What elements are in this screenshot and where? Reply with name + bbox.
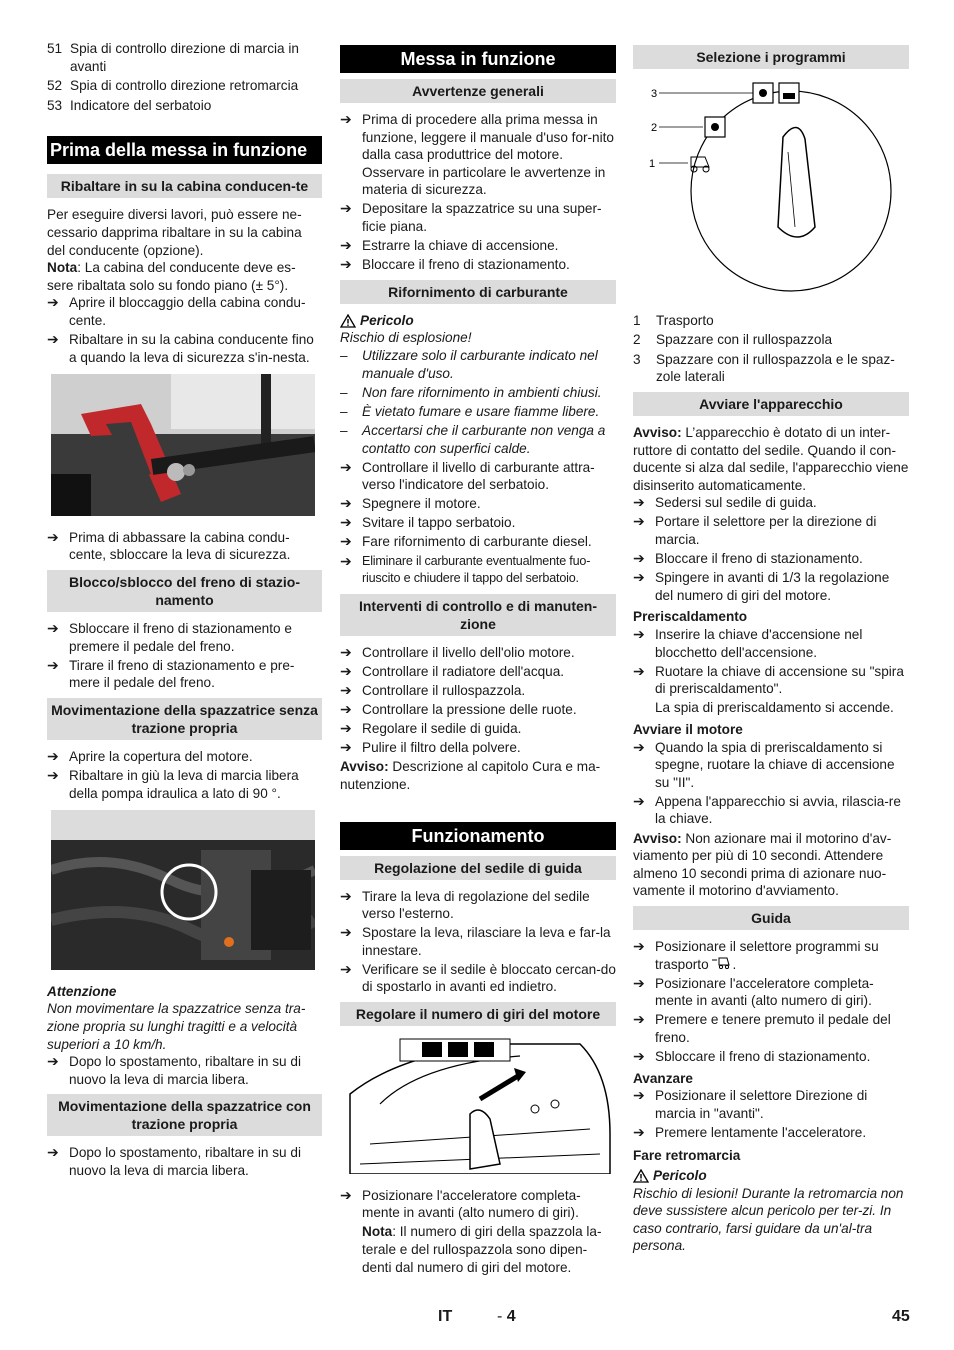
section-title-before-start: Prima della messa in funzione <box>47 136 322 164</box>
callout-label: 1 <box>649 158 656 170</box>
step: ➔ Controllare la pressione delle ruote. <box>340 701 577 718</box>
step: ➔ Quando la spia di preriscaldamento si spegne, ruotare la chiave di accensione su "II". <box>633 738 895 790</box>
step: ➔ Dopo lo spostamento, ribaltare in su di nuovo la leva di marcia libera. <box>47 1053 301 1087</box>
step: ➔ Bloccare il freno di stazionamento. <box>340 256 570 273</box>
step: ➔ Sedersi sul sedile di guida. <box>633 494 817 511</box>
section-title-commissioning: Messa in funzione <box>340 45 616 73</box>
step: ➔ Sbloccare il freno di stazionamento. <box>633 1047 871 1064</box>
arrow-icon: ➔ <box>340 495 352 512</box>
arrow-icon: ➔ <box>633 792 645 809</box>
arrow-icon: ➔ <box>47 528 59 545</box>
step: ➔ Prima di procedere alla prima messa in funzione, leggere il manuale d'uso for-nito dalla casa produttrice del motore. Osservare in particolare le avvertenze in materia di sicurezza. <box>340 111 614 198</box>
step: ➔ Depositare la spazzatrice su una super-ficie piana. <box>340 200 602 235</box>
arrow-icon: ➔ <box>47 331 59 348</box>
list-item: 3 Spazzare con il rullospazzola e le spaz-zole laterali <box>633 351 895 385</box>
step: ➔ Verificare se il sedile è bloccato cercan-do di spostarlo in avanti ed indietro. <box>340 960 616 995</box>
notice: Avviso: Descrizione al capitolo Cura e ma-nutenzione. <box>340 759 601 792</box>
step: ➔ Sbloccare il freno di stazionamento e premere il pedale del freno. <box>47 620 292 654</box>
column-left <box>47 40 322 1181</box>
warning-triangle-icon <box>340 314 356 328</box>
arrow-icon: ➔ <box>340 924 352 941</box>
step: ➔ Inserire la chiave d'accensione nel blocchetto dell'accensione. <box>633 626 863 660</box>
heading-seat: Regolazione del sedile di guida <box>340 856 616 880</box>
caution-label: Attenzione <box>47 983 117 999</box>
step: ➔ Premere e tenere premuto il pedale del freno. <box>633 1011 891 1045</box>
footer-language: IT <box>438 1308 453 1325</box>
legend-list <box>47 40 322 114</box>
step: ➔ Eliminare il carburante eventualmente fuo-riuscito e chiudere il tappo del serbatoio. <box>340 553 616 588</box>
arrow-icon: ➔ <box>633 1011 645 1028</box>
arrow-icon: ➔ <box>633 738 645 755</box>
arrow-icon: ➔ <box>633 662 645 679</box>
diagram-program-selector <box>633 77 909 308</box>
note: Nota: La cabina del conducente deve es-sere ribaltata solo su fondo piano (± 5°). <box>47 260 296 293</box>
heading-move-with-traction: Movimentazione della spazzatrice con trazione propria <box>47 1094 322 1136</box>
arrow-icon: ➔ <box>340 458 352 475</box>
heading-engine-rpm: Regolare il numero di giri del motore <box>340 1002 616 1026</box>
arrow-icon: ➔ <box>340 960 352 977</box>
danger-text: Rischio di esplosione! <box>340 330 472 346</box>
arrow-icon: ➔ <box>47 766 59 783</box>
step: ➔ Fare rifornimento di carburante diesel. <box>340 533 592 550</box>
arrow-icon: ➔ <box>340 1186 352 1203</box>
step: ➔ Aprire il bloccaggio della cabina condu-cente. <box>47 294 306 328</box>
heading-parking-brake: Blocco/sblocco del freno di stazio-namento <box>47 570 322 612</box>
dash-item: – È vietato fumare e usare fiamme libere. <box>340 403 600 419</box>
step: ➔ Appena l'apparecchio si avvia, rilascia-re la chiave. <box>633 792 901 827</box>
arrow-icon: ➔ <box>340 533 352 550</box>
program-legend <box>633 312 909 386</box>
arrow-icon: ➔ <box>340 643 352 660</box>
arrow-icon: ➔ <box>340 200 352 217</box>
arrow-icon: ➔ <box>47 656 59 673</box>
list-item: 51 Spia di controllo direzione di marcia in avanti <box>47 41 299 74</box>
transport-icon <box>712 957 732 969</box>
heading-driving: Guida <box>633 906 909 930</box>
arrow-icon: ➔ <box>633 974 645 991</box>
arrow-icon: ➔ <box>340 701 352 718</box>
arrow-icon: ➔ <box>633 626 645 642</box>
step: ➔ Premere lentamente l'acceleratore. <box>633 1123 867 1140</box>
arrow-icon: ➔ <box>633 569 645 586</box>
step: ➔ Posizionare il selettore Direzione di marcia in "avanti". <box>633 1087 868 1121</box>
arrow-icon: ➔ <box>633 550 645 567</box>
heading-general-notes: Avvertenze generali <box>340 79 616 103</box>
arrow-icon: ➔ <box>633 937 645 954</box>
arrow-icon: ➔ <box>340 662 352 679</box>
step: ➔ Ribaltare in su la cabina conducente fino a quando la leva di sicurezza s'in-nesta. <box>47 331 314 365</box>
caution-text: Non movimentare la spazzatrice senza tra-zione propria su lunghi tragitti e a velocità superiori a 10 km/h. <box>47 1001 306 1052</box>
step: ➔ Aprire la copertura del motore. <box>47 747 253 764</box>
danger-heading: Pericolo <box>633 1167 909 1185</box>
step: ➔ Controllare il radiatore dell'acqua. <box>340 662 565 679</box>
step: ➔ Spostare la leva, rilasciare la leva e far-la innestare. <box>340 924 611 958</box>
heading-move-no-traction: Movimentazione della spazzatrice senza trazione propria <box>47 698 322 740</box>
step: ➔ Regolare il sedile di guida. <box>340 720 522 737</box>
step: ➔ Tirare la leva di regolazione del sedile verso l'esterno. <box>340 887 590 922</box>
step: ➔ Bloccare il freno di stazionamento. <box>633 550 863 567</box>
arrow-icon: ➔ <box>340 720 352 737</box>
step: ➔ Controllare il livello dell'olio motore. <box>340 643 575 660</box>
step: ➔ Posizionare il selettore programmi su trasporto . <box>633 937 879 972</box>
danger-heading: Pericolo <box>340 312 616 330</box>
notice: Avviso: Non azionare mai il motorino d'av-viamento per più di 10 secondi. Attendere almeno 10 secondi prima di azionare nuo-vamente il motorino d'avviamento. <box>633 830 892 899</box>
notice: Avviso: L’apparecchio è dotato di un inter-ruttore di contatto del sedile. Quando il con-ducente si alza dal sedile, l'apparecchio viene disinserito automaticamente. <box>633 424 909 493</box>
arrow-icon: ➔ <box>340 237 352 254</box>
warning-triangle-icon <box>633 1169 649 1183</box>
subheading-reverse: Fare retromarcia <box>633 1148 741 1164</box>
column-middle <box>340 45 616 1276</box>
dash-item: – Utilizzare solo il carburante indicato nel manuale d'uso. <box>340 348 598 381</box>
arrow-icon: ➔ <box>340 111 352 127</box>
arrow-icon: ➔ <box>340 514 352 531</box>
callout-label: 3 <box>651 88 658 100</box>
dash-item: – Non fare rifornimento in ambienti chiusi. <box>340 384 602 400</box>
arrow-icon: ➔ <box>340 887 352 904</box>
heading-refueling: Rifornimento di carburante <box>340 280 616 304</box>
arrow-icon: ➔ <box>47 620 59 636</box>
step: ➔ Ruotare la chiave di accensione su "spira di preriscaldamento". <box>633 662 904 697</box>
arrow-icon: ➔ <box>633 1123 645 1140</box>
arrow-icon: ➔ <box>340 256 352 273</box>
callout-label: 2 <box>651 122 658 134</box>
arrow-icon: ➔ <box>47 1053 59 1070</box>
arrow-icon: ➔ <box>340 552 352 569</box>
list-item: 2 Spazzare con il rullospazzola <box>633 332 833 348</box>
step: ➔ Tirare il freno di stazionamento e pre-mere il pedale del freno. <box>47 656 295 691</box>
danger-text: Rischio di lesioni! Durante la retromarcia non deve sussistere alcun pericolo per ter-zi. In caso contrario, farsi guidare da un'al-tra persona. <box>633 1185 904 1254</box>
arrow-icon: ➔ <box>47 294 59 311</box>
page-number: 45 <box>892 1308 910 1325</box>
note: Nota: Il numero di giri della spazzola la-terale e del rullospazzola sono dipen-denti dal numero di giri del motore. <box>362 1224 602 1275</box>
step: ➔ Controllare il livello di carburante attra-verso l'indicatore del serbatoio. <box>340 458 595 493</box>
heading-start-machine: Avviare l'apparecchio <box>633 392 909 416</box>
arrow-icon: ➔ <box>633 513 645 530</box>
step: ➔ Portare il selettore per la direzione di marcia. <box>633 513 877 548</box>
list-item: 1 Trasporto <box>633 312 714 328</box>
arrow-icon: ➔ <box>47 1144 59 1161</box>
photo-freewheel-lever <box>51 810 322 975</box>
arrow-icon: ➔ <box>47 747 59 764</box>
subheading-start-engine: Avviare il motore <box>633 721 743 737</box>
step: ➔ Spingere in avanti di 1/3 la regolazione del numero di giri del motore. <box>633 569 890 603</box>
subheading-forward: Avanzare <box>633 1070 693 1086</box>
step: ➔ Svitare il tappo serbatoio. <box>340 514 516 531</box>
step: ➔ Estrarre la chiave di accensione. <box>340 237 559 254</box>
heading-tilt-cab: Ribaltare in su la cabina conducen-te <box>47 174 322 198</box>
arrow-icon: ➔ <box>340 739 352 756</box>
step: ➔ Pulire il filtro della polvere. <box>340 739 521 756</box>
result-text: La spia di preriscaldamento si accende. <box>655 700 894 716</box>
step: ➔ Dopo lo spostamento, ribaltare in su di nuovo la leva di marcia libera. <box>47 1144 301 1178</box>
arrow-icon: ➔ <box>340 681 352 698</box>
dash-item: – Accertarsi che il carburante non venga a contatto con superfici calde. <box>340 422 606 456</box>
step: ➔ Controllare il rullospazzola. <box>340 681 526 698</box>
list-item: 52 Spia di controllo direzione retromarcia <box>47 78 299 94</box>
step: ➔ Posizionare l'acceleratore completa-mente in avanti (alto numero di giri). <box>633 974 874 1009</box>
heading-checks: Interventi di controllo e di manuten-zione <box>340 594 616 636</box>
paragraph: Per eseguire diversi lavori, può essere ne-cessario dapprima ribaltare in su la cabina del conducente (opzione). <box>47 207 302 258</box>
section-title-operation: Funzionamento <box>340 822 616 850</box>
subheading-preheat: Preriscaldamento <box>633 609 748 625</box>
arrow-icon: ➔ <box>633 1087 645 1104</box>
diagram-throttle-lever <box>340 1034 616 1179</box>
arrow-icon: ➔ <box>633 494 645 511</box>
step: ➔ Ribaltare in giù la leva di marcia libera della pompa idraulica a lato di 90 °. <box>47 766 299 801</box>
step: ➔ Posizionare l'acceleratore completa-mente in avanti (alto numero di giri). <box>340 1186 581 1221</box>
footer-section-number: - 4 <box>497 1308 516 1325</box>
list-item: 53 Indicatore del serbatoio <box>47 97 212 113</box>
photo-safety-lever <box>51 374 322 521</box>
heading-program-selection: Selezione i programmi <box>633 45 909 69</box>
arrow-icon: ➔ <box>633 1047 645 1064</box>
step: ➔ Spegnere il motore. <box>340 495 481 512</box>
step: ➔ Prima di abbassare la cabina condu-cente, sbloccare la leva di sicurezza. <box>47 528 291 563</box>
column-right <box>633 45 909 1255</box>
